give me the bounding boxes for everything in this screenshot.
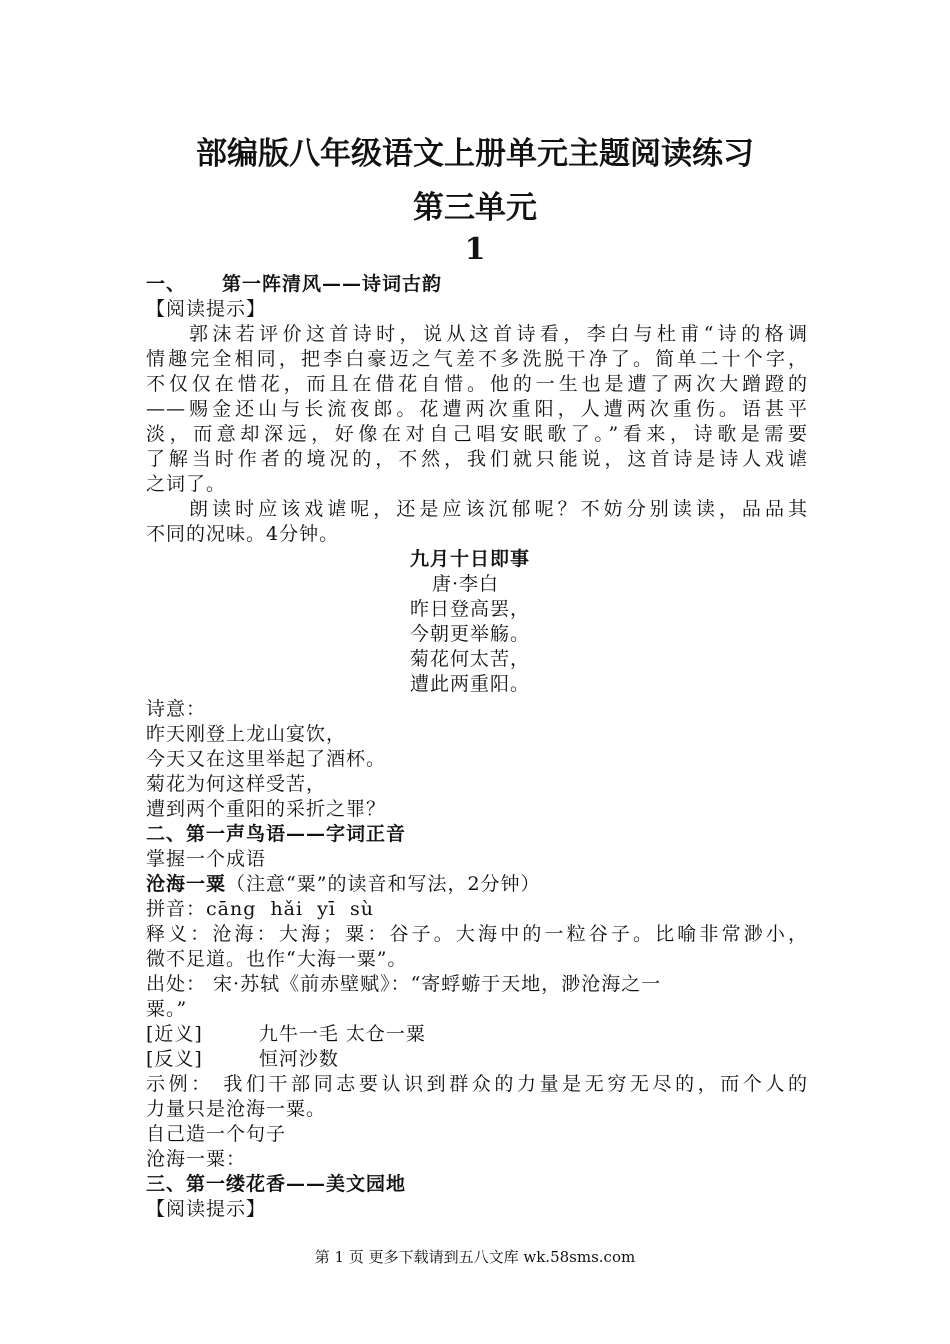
section3-tip: 【阅读提示】	[146, 1198, 267, 1220]
para1-line: 郭沫若评价这首诗时，说从这首诗看，李白与杜甫“诗的格调	[189, 323, 808, 345]
antonym-label: [反义]	[146, 1048, 203, 1070]
section3-heading: 三、第一缕花香——美文园地	[146, 1173, 407, 1195]
idiom-line	[146, 872, 808, 897]
synonym-line	[146, 1022, 808, 1047]
section1-heading	[146, 272, 808, 297]
make-sentence-prompt: 自己造一个句子	[146, 1123, 287, 1145]
idiom-term: 沧海一粟	[146, 873, 227, 895]
section1-tip: 【阅读提示】	[146, 298, 267, 320]
meaning-label: 诗意：	[146, 698, 207, 720]
document-body	[146, 272, 808, 1222]
idiom-meaning-line: 释义：沧海：大海；粟：谷子。大海中的一粒谷子。比喻非常渺小，	[146, 923, 808, 945]
meaning-line: 菊花为何这样受苦，	[146, 773, 327, 795]
poem-author: 唐·李白	[432, 573, 500, 595]
antonym-line	[146, 1047, 808, 1072]
example-line: 示例： 我们干部同志要认识到群众的力量是无穷无尽的，而个人的	[146, 1073, 808, 1095]
synonym-text: 九牛一毛 太仓一粟	[258, 1023, 426, 1045]
poem-title: 九月十日即事	[410, 548, 531, 570]
para1-line: 不仅仅在惜花，而且在借花自惜。他的一生也是遭了两次大蹭蹬的	[146, 373, 808, 395]
idiom-source-line: 出处： 宋·苏轼《前赤壁赋》：“寄蜉蝣于天地，渺沧海之一	[146, 973, 662, 995]
sentence-label: 沧海一粟：	[146, 1148, 247, 1170]
poem-line: 今朝更举觞。	[410, 623, 531, 645]
antonym-text: 恒河沙数	[258, 1048, 339, 1070]
para1-line: ——赐金还山与长流夜郎。花遭两次重阳，人遭两次重伤。语甚平	[146, 398, 808, 420]
section1-heading-text: 第一阵清风——诗词古韵	[222, 273, 443, 295]
synonym-label: [近义]	[146, 1023, 203, 1045]
para1-line: 之词了。	[146, 473, 227, 495]
example-line: 力量只是沧海一粟。	[146, 1098, 327, 1120]
document-title: 部编版八年级语文上册单元主题阅读练习	[196, 136, 754, 172]
section2-intro: 掌握一个成语	[146, 848, 267, 870]
lesson-number: 1	[464, 232, 486, 267]
meaning-line: 昨天刚登上龙山宴饮，	[146, 723, 347, 745]
idiom-pinyin: 拼音：cāng hǎi yī sù	[146, 898, 375, 920]
idiom-source-line: 粟。”	[146, 998, 188, 1020]
idiom-meaning-line: 微不足道。也作“大海一粟”。	[146, 948, 408, 970]
section2-heading: 二、第一声鸟语——字词正音	[146, 823, 407, 845]
para1-line: 了解当时作者的境况的，不然，我们就只能说，这首诗是诗人戏谑	[146, 448, 808, 470]
para1-line: 情趣完全相同，把李白豪迈之气差不多洗脱干净了。简单二十个字，	[146, 348, 808, 370]
section1-heading-num: 一、	[146, 273, 187, 295]
page-footer: 第 1 页 更多下载请到五八文库 wk.58sms.com	[314, 1248, 636, 1266]
para1-line: 淡，而意却深远，好像在对自己唱安眠歌了。”看来，诗歌是需要	[146, 423, 808, 445]
meaning-line: 今天又在这里举起了酒杯。	[146, 748, 387, 770]
poem-line: 昨日登高罢，	[410, 598, 531, 620]
unit-title: 第三单元	[413, 190, 537, 226]
meaning-line: 遭到两个重阳的采折之罪？	[146, 798, 387, 820]
poem-line: 菊花何太苦，	[410, 648, 531, 670]
poem-line: 遭此两重阳。	[410, 673, 531, 695]
para2-line: 朗读时应该戏谑呢，还是应该沉郁呢？不妨分别读读，品品其	[189, 498, 808, 520]
para2-line: 不同的况味。4分钟。	[146, 523, 340, 545]
idiom-note: （注意“粟”的读音和写法，2分钟）	[226, 873, 541, 895]
